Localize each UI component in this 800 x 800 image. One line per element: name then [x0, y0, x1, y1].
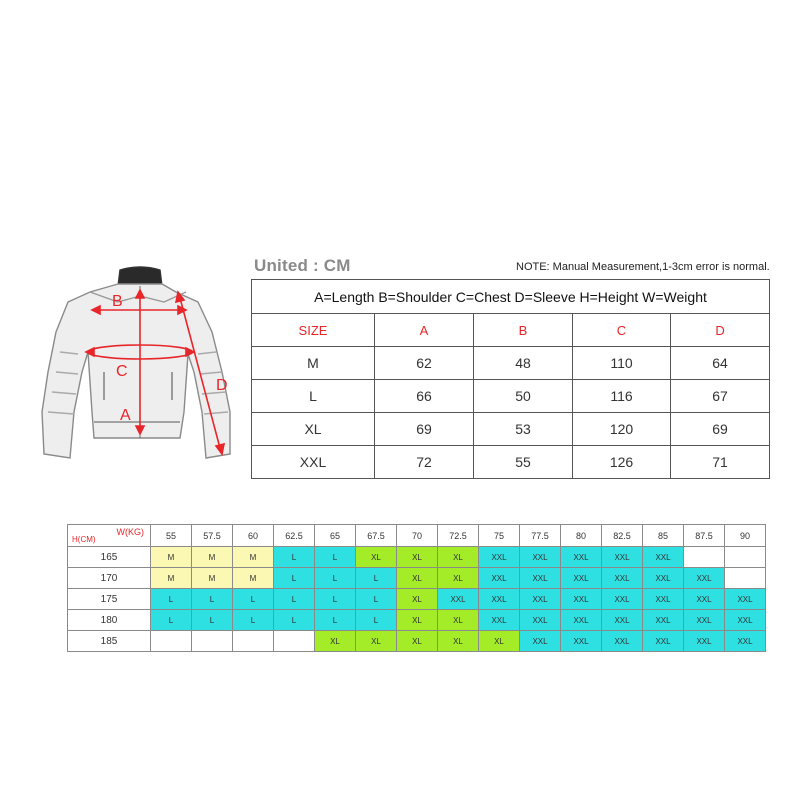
weight-row — [68, 568, 766, 589]
size-value-cell: 55 — [474, 446, 573, 479]
size-row — [252, 380, 770, 413]
size-recommendation-cell — [192, 631, 233, 652]
size-recommendation-cell: XXL — [643, 547, 684, 568]
height-axis-label: H(CM) — [72, 535, 96, 544]
size-recommendation-cell: M — [151, 568, 192, 589]
size-recommendation-cell: XL — [356, 631, 397, 652]
size-recommendation-cell: L — [315, 610, 356, 631]
size-value-cell: 48 — [474, 347, 573, 380]
weight-header-cell: 85 — [643, 525, 684, 547]
size-value-cell: 126 — [573, 446, 671, 479]
size-value-cell: 72 — [375, 446, 474, 479]
weight-header-cell: 75 — [479, 525, 520, 547]
weight-row — [68, 631, 766, 652]
size-recommendation-cell: XXL — [561, 631, 602, 652]
size-value-cell: 66 — [375, 380, 474, 413]
size-recommendation-cell: XXL — [602, 568, 643, 589]
height-cell: 170 — [68, 568, 151, 589]
size-recommendation-cell: XXL — [479, 610, 520, 631]
size-legend: A=Length B=Shoulder C=Chest D=Sleeve H=Height W=Weight — [252, 280, 770, 314]
header-c: C — [573, 314, 671, 347]
size-value-cell: 69 — [671, 413, 770, 446]
size-recommendation-cell: L — [192, 610, 233, 631]
size-recommendation-cell: XL — [438, 631, 479, 652]
size-recommendation-cell: L — [192, 589, 233, 610]
size-recommendation-cell — [725, 547, 766, 568]
size-recommendation-cell: L — [315, 589, 356, 610]
label-a: A — [120, 407, 131, 424]
weight-header-cell: 65 — [315, 525, 356, 547]
size-recommendation-cell: XXL — [520, 589, 561, 610]
size-name-cell: M — [252, 347, 375, 380]
size-recommendation-cell — [233, 631, 274, 652]
size-recommendation-cell: L — [274, 568, 315, 589]
label-c: C — [116, 363, 128, 380]
size-recommendation-cell: XL — [397, 610, 438, 631]
size-value-cell: 64 — [671, 347, 770, 380]
size-recommendation-cell: XL — [479, 631, 520, 652]
size-recommendation-cell: L — [315, 547, 356, 568]
weight-header-cell: 87.5 — [684, 525, 725, 547]
weight-header-cell: 82.5 — [602, 525, 643, 547]
size-recommendation-cell: XXL — [602, 547, 643, 568]
size-recommendation-cell: XXL — [643, 589, 684, 610]
size-recommendation-cell: L — [356, 589, 397, 610]
size-recommendation-cell: XL — [438, 547, 479, 568]
height-cell: 180 — [68, 610, 151, 631]
size-recommendation-cell: L — [274, 610, 315, 631]
size-value-cell: 116 — [573, 380, 671, 413]
size-recommendation-cell: XXL — [602, 589, 643, 610]
size-recommendation-cell — [151, 631, 192, 652]
weight-header-row — [68, 525, 766, 547]
size-value-cell: 120 — [573, 413, 671, 446]
header-d: D — [671, 314, 770, 347]
weight-header-cell: 77.5 — [520, 525, 561, 547]
size-recommendation-cell: XL — [438, 610, 479, 631]
size-recommendation-cell: XXL — [561, 568, 602, 589]
size-recommendation-cell: XL — [397, 589, 438, 610]
size-row — [252, 446, 770, 479]
weight-header-cell: 67.5 — [356, 525, 397, 547]
size-recommendation-cell: XXL — [479, 547, 520, 568]
size-recommendation-cell: M — [151, 547, 192, 568]
size-recommendation-cell: XXL — [561, 589, 602, 610]
size-value-cell: 110 — [573, 347, 671, 380]
size-header-row — [252, 314, 770, 347]
weight-row — [68, 610, 766, 631]
size-recommendation-cell: XL — [397, 568, 438, 589]
size-recommendation-cell: L — [151, 589, 192, 610]
height-cell: 185 — [68, 631, 151, 652]
size-recommendation-cell: XXL — [561, 610, 602, 631]
measurement-note: NOTE: Manual Measurement,1-3cm error is normal. — [516, 261, 770, 273]
size-value-cell: 62 — [375, 347, 474, 380]
size-recommendation-cell: M — [192, 568, 233, 589]
size-value-cell: 67 — [671, 380, 770, 413]
weight-header-cell: 57.5 — [192, 525, 233, 547]
size-recommendation-cell: XXL — [438, 589, 479, 610]
header-size: SIZE — [252, 314, 375, 347]
size-recommendation-cell: XXL — [725, 631, 766, 652]
height-cell: 165 — [68, 547, 151, 568]
weight-header-cell: 72.5 — [438, 525, 479, 547]
weight-header-cell: 70 — [397, 525, 438, 547]
height-cell: 175 — [68, 589, 151, 610]
size-name-cell: XL — [252, 413, 375, 446]
size-recommendation-cell: XXL — [520, 631, 561, 652]
size-recommendation-cell: XL — [356, 547, 397, 568]
size-recommendation-cell: XXL — [684, 631, 725, 652]
label-b: B — [112, 293, 123, 310]
size-recommendation-cell: M — [192, 547, 233, 568]
size-recommendation-cell: XXL — [684, 589, 725, 610]
size-recommendation-cell: XXL — [479, 589, 520, 610]
size-recommendation-cell: XXL — [643, 631, 684, 652]
height-weight-table — [67, 524, 766, 652]
size-recommendation-cell: XL — [397, 547, 438, 568]
weight-header-cell: 55 — [151, 525, 192, 547]
size-recommendation-cell: L — [274, 589, 315, 610]
corner-cell — [68, 525, 151, 547]
size-legend-row — [252, 280, 770, 314]
size-recommendation-cell: XXL — [684, 568, 725, 589]
size-recommendation-cell: L — [151, 610, 192, 631]
size-recommendation-cell: XXL — [602, 631, 643, 652]
size-recommendation-cell: M — [233, 568, 274, 589]
weight-row — [68, 589, 766, 610]
weight-header-cell: 90 — [725, 525, 766, 547]
size-table — [251, 279, 770, 479]
size-recommendation-cell: XXL — [643, 568, 684, 589]
size-recommendation-cell: XL — [397, 631, 438, 652]
size-recommendation-cell: XXL — [520, 547, 561, 568]
header-b: B — [474, 314, 573, 347]
size-recommendation-cell — [274, 631, 315, 652]
size-recommendation-cell: XXL — [602, 610, 643, 631]
size-row — [252, 347, 770, 380]
size-recommendation-cell: XXL — [684, 610, 725, 631]
header-a: A — [375, 314, 474, 347]
unit-title: United : CM — [254, 256, 351, 275]
size-recommendation-cell: L — [356, 610, 397, 631]
size-recommendation-cell: XL — [438, 568, 479, 589]
size-recommendation-cell: L — [233, 610, 274, 631]
jacket-diagram — [30, 262, 250, 472]
size-recommendation-cell: XXL — [725, 610, 766, 631]
size-value-cell: 50 — [474, 380, 573, 413]
size-value-cell: 53 — [474, 413, 573, 446]
size-value-cell: 69 — [375, 413, 474, 446]
size-recommendation-cell: XL — [315, 631, 356, 652]
weight-header-cell: 60 — [233, 525, 274, 547]
size-recommendation-cell: L — [315, 568, 356, 589]
label-d: D — [216, 377, 228, 394]
size-recommendation-cell: XXL — [725, 589, 766, 610]
size-recommendation-cell — [684, 547, 725, 568]
weight-axis-label: W(KG) — [116, 527, 144, 537]
size-recommendation-cell: XXL — [479, 568, 520, 589]
size-recommendation-cell: L — [274, 547, 315, 568]
size-recommendation-cell: XXL — [643, 610, 684, 631]
size-recommendation-cell: L — [356, 568, 397, 589]
size-recommendation-cell: XXL — [561, 547, 602, 568]
weight-row — [68, 547, 766, 568]
size-value-cell: 71 — [671, 446, 770, 479]
jacket-outline — [42, 267, 230, 458]
size-recommendation-cell — [725, 568, 766, 589]
size-row — [252, 413, 770, 446]
size-name-cell: XXL — [252, 446, 375, 479]
weight-header-cell: 62.5 — [274, 525, 315, 547]
size-recommendation-cell: XXL — [520, 568, 561, 589]
size-recommendation-cell: L — [233, 589, 274, 610]
size-recommendation-cell: M — [233, 547, 274, 568]
size-name-cell: L — [252, 380, 375, 413]
weight-header-cell: 80 — [561, 525, 602, 547]
size-recommendation-cell: XXL — [520, 610, 561, 631]
